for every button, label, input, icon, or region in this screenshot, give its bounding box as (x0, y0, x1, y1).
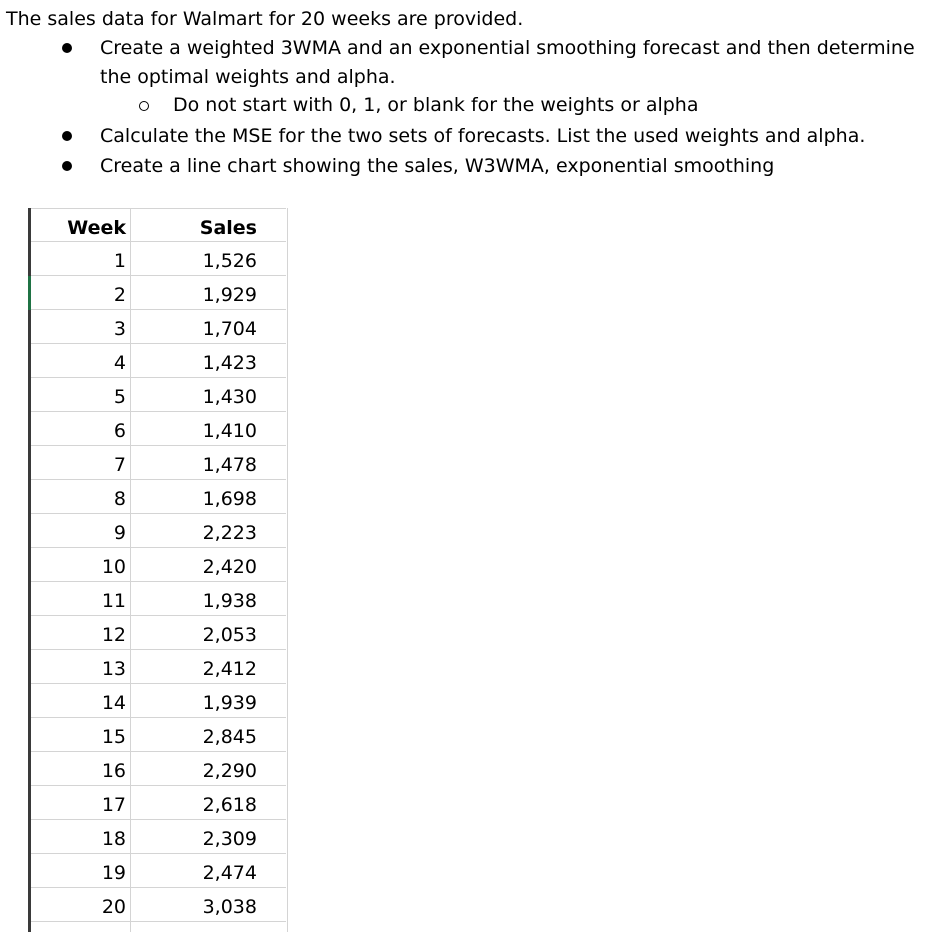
table-row[interactable] (31, 242, 286, 276)
sales-cell[interactable]: 1,526 (202, 250, 257, 272)
table-row[interactable] (31, 582, 286, 616)
bullet-dot-icon (62, 43, 72, 53)
table-row[interactable] (31, 344, 286, 378)
sales-cell[interactable]: 1,704 (202, 318, 257, 340)
sales-cell[interactable]: 1,698 (202, 488, 257, 510)
hollow-bullet-icon (139, 101, 149, 111)
sales-cell[interactable]: 3,038 (202, 896, 257, 918)
sales-cell[interactable]: 1,939 (202, 692, 257, 714)
sales-cell[interactable]: 2,474 (202, 862, 257, 884)
sales-cell[interactable]: 2,290 (202, 760, 257, 782)
sales-cell[interactable]: 2,618 (202, 794, 257, 816)
table-row[interactable] (31, 514, 286, 548)
bullet-3-text: Create a line chart showing the sales, W3WMA, exponential smoothing (100, 155, 775, 177)
intro-text: The sales data for Walmart for 20 weeks are provided. (6, 8, 524, 30)
table-header-row (31, 208, 286, 242)
bullet-2-text: Calculate the MSE for the two sets of forecasts. List the used weights and alpha. (100, 125, 866, 147)
table-row[interactable] (31, 650, 286, 684)
header-sales: Sales (199, 217, 257, 239)
table-row[interactable] (31, 786, 286, 820)
table-row[interactable] (31, 548, 286, 582)
table-row[interactable] (31, 752, 286, 786)
bullet-dot-icon (62, 161, 72, 171)
table-row[interactable] (31, 820, 286, 854)
sales-cell[interactable]: 2,223 (202, 522, 257, 544)
sub-bullet-text: Do not start with 0, 1, or blank for the weights or alpha (173, 94, 699, 116)
sales-cell[interactable]: 1,929 (202, 284, 257, 306)
table-row[interactable] (31, 378, 286, 412)
sales-cell[interactable]: 2,420 (202, 556, 257, 578)
week-cell[interactable]: 11 (101, 590, 126, 612)
table-row[interactable] (31, 718, 286, 752)
week-cell[interactable]: 20 (101, 896, 126, 918)
week-cell[interactable]: 8 (113, 488, 126, 510)
week-cell[interactable]: 4 (113, 352, 126, 374)
table-row[interactable] (31, 412, 286, 446)
week-cell[interactable]: 7 (113, 454, 126, 476)
week-cell[interactable]: 9 (113, 522, 126, 544)
week-cell[interactable]: 5 (113, 386, 126, 408)
sales-cell[interactable]: 1,938 (202, 590, 257, 612)
column-divider (287, 208, 288, 932)
sales-cell[interactable]: 1,430 (202, 386, 257, 408)
week-cell[interactable]: 19 (101, 862, 126, 884)
table-row[interactable] (31, 446, 286, 480)
header-week: Week (67, 217, 126, 239)
sales-cell[interactable]: 2,845 (202, 726, 257, 748)
sales-cell[interactable]: 2,053 (202, 624, 257, 646)
sales-cell[interactable]: 1,410 (202, 420, 257, 442)
bullet-1-line-1: Create a weighted 3WMA and an exponential smoothing forecast and then determine (100, 37, 915, 59)
week-cell[interactable]: 18 (101, 828, 126, 850)
sales-cell[interactable]: 1,423 (202, 352, 257, 374)
week-cell[interactable]: 6 (113, 420, 126, 442)
table-row[interactable] (31, 276, 286, 310)
week-cell[interactable]: 17 (101, 794, 126, 816)
week-cell[interactable]: 14 (101, 692, 126, 714)
week-cell[interactable]: 1 (113, 250, 126, 272)
sales-cell[interactable]: 1,478 (202, 454, 257, 476)
sales-cell[interactable]: 2,309 (202, 828, 257, 850)
week-cell[interactable]: 13 (101, 658, 126, 680)
week-cell[interactable]: 16 (101, 760, 126, 782)
table-row[interactable] (31, 854, 286, 888)
table-row[interactable] (31, 616, 286, 650)
week-cell[interactable]: 12 (101, 624, 126, 646)
week-cell[interactable]: 3 (113, 318, 126, 340)
week-cell[interactable]: 10 (101, 556, 126, 578)
bullet-1-line-2: the optimal weights and alpha. (100, 66, 396, 88)
sales-table (28, 208, 288, 932)
table-row[interactable] (31, 480, 286, 514)
bullet-dot-icon (62, 131, 72, 141)
table-row[interactable] (31, 888, 286, 922)
week-cell[interactable]: 2 (113, 284, 126, 306)
week-cell[interactable]: 15 (101, 726, 126, 748)
table-row[interactable] (31, 684, 286, 718)
table-row[interactable] (31, 310, 286, 344)
sales-cell[interactable]: 2,412 (202, 658, 257, 680)
